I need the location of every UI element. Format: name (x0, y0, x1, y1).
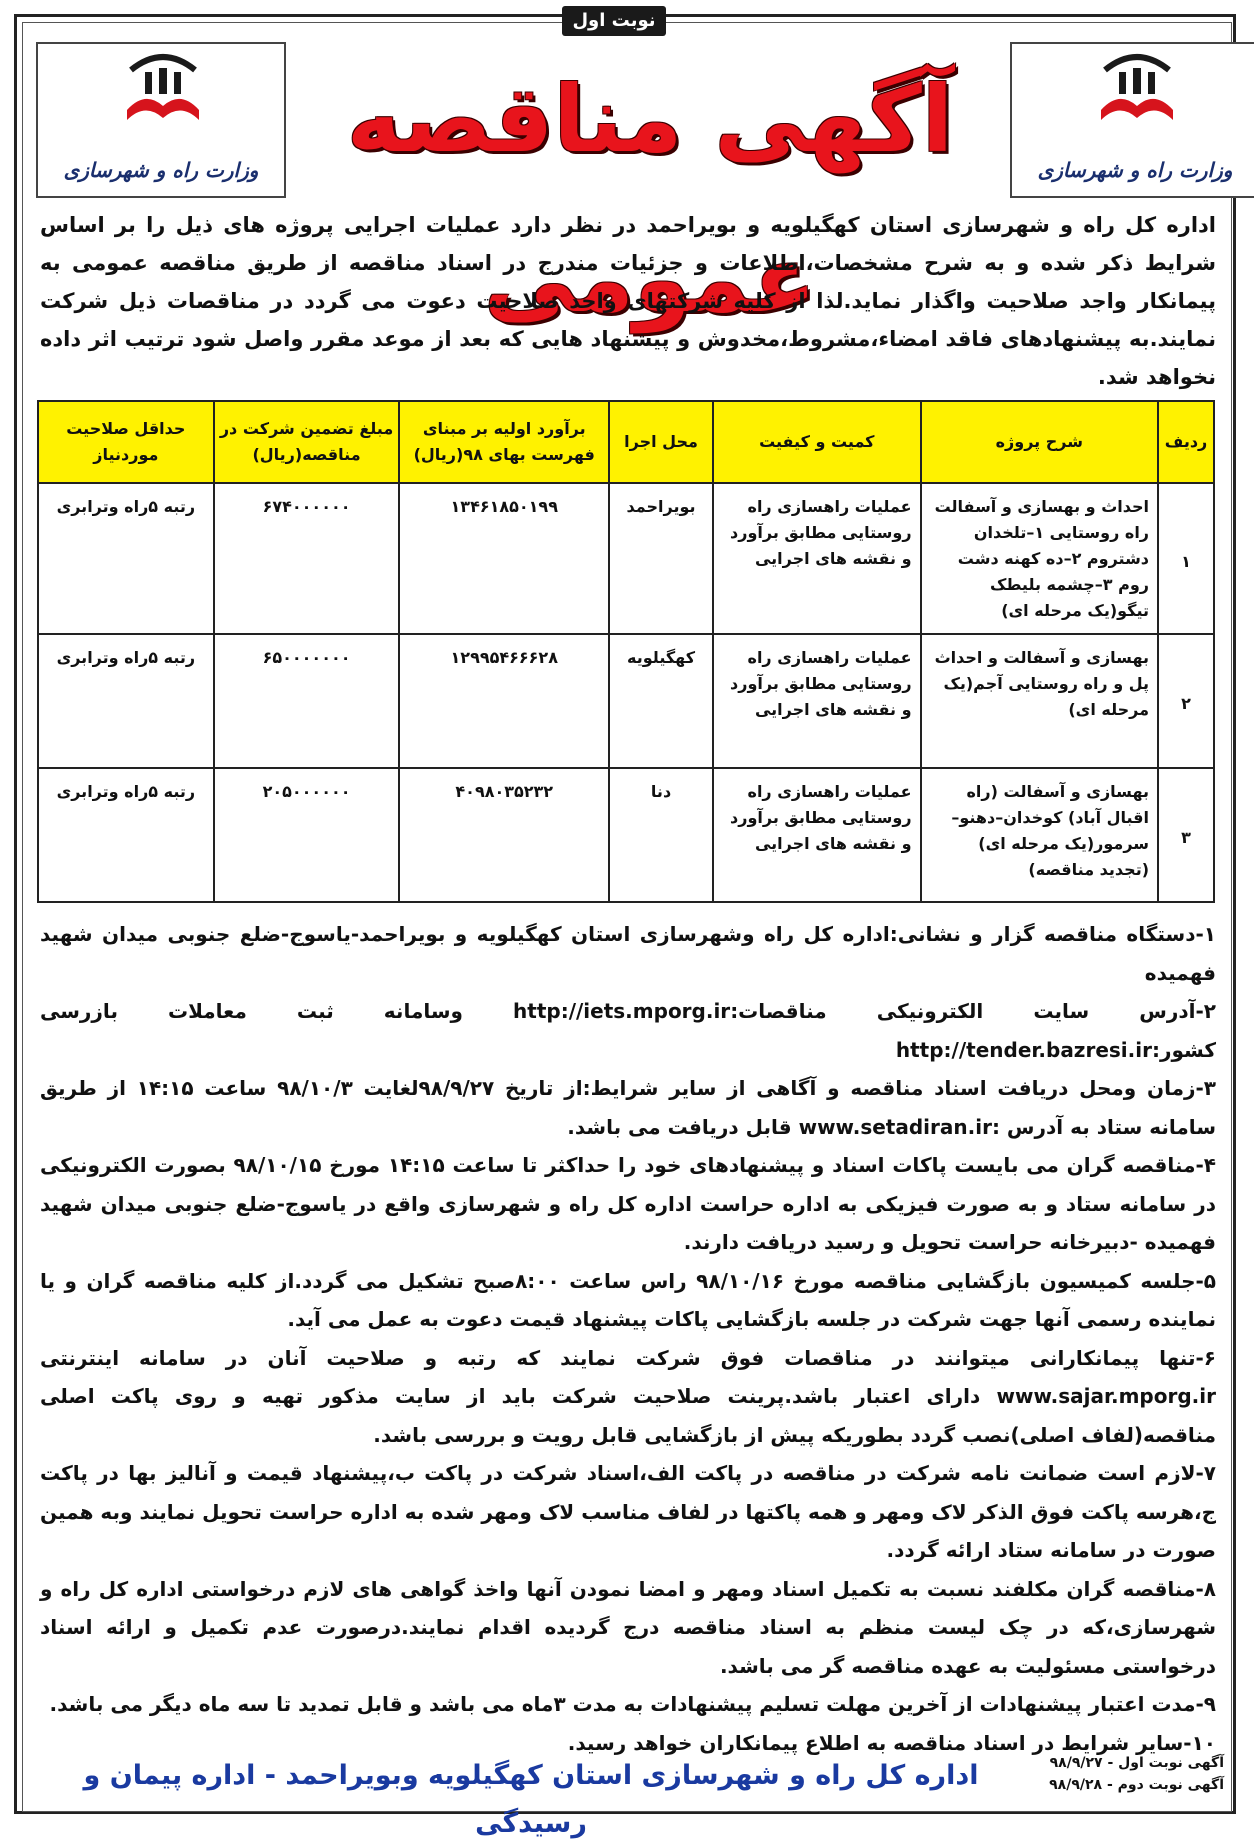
project-guarantee: ۶۵۰۰۰۰۰۰۰ (214, 634, 400, 768)
condition-item: ۳-زمان ومحل دریافت اسناد مناقصه و آگاهی از سایر شرایط:از تاریخ ۹۸/۹/۲۷لغایت ۹۸/۱۰/۳ ساعت ۱۴:۱۵ از طریق سامانه ستاد به آدرس :www.setadiran.ir قابل دریافت می باشد. (40, 1076, 1216, 1139)
table-row (38, 634, 1214, 768)
project-guarantee: ۶۷۴۰۰۰۰۰۰ (214, 483, 400, 634)
project-description: احداث و بهسازی و آسفالت راه روستایی ۱–تلخدان دشتروم ۲–ده کهنه دشت روم ۳–چشمه بلیطک تیگو(یک مرحله ای) (921, 483, 1158, 634)
row-number: ۳ (1158, 768, 1214, 902)
ministry-logo-left (36, 42, 286, 198)
first-insertion-date: آگهی نوبت اول - ۹۸/۹/۲۷ (1049, 1755, 1224, 1771)
condition-item: ۹-مدت اعتبار پیشنهادات از آخرین مهلت تسلیم پیشنهادات به مدت ۳ماه می باشد و قابل تمدید تا سه ماه دیگر می باشد. (49, 1692, 1216, 1716)
second-insertion-date: آگهی نوبت دوم - ۹۸/۹/۲۸ (1049, 1777, 1224, 1793)
header-quantity: کمیت و کیفیت (713, 401, 921, 483)
condition-item: ۱۰-سایر شرایط در اسناد مناقصه به اطلاع پیمانکاران خواهد رسید. (567, 1730, 1216, 1755)
ministry-logo-right (1010, 42, 1254, 198)
header-location: محل اجرا (609, 401, 713, 483)
header-description: شرح پروژه (921, 401, 1158, 483)
conditions-list (40, 915, 1216, 1762)
project-estimate: ۱۲۹۹۵۴۶۶۶۲۸ (399, 634, 609, 768)
table-row (38, 483, 1214, 634)
ministry-emblem-icon (123, 50, 203, 140)
condition-item: ۶-تنها پیمانکارانی میتوانند در مناقصات فوق شرکت نمایند که رتبه و صلاحیت آنان در سامانه اینترنتی www.sajar.mporg.ir دارای اعتبار باشد.پرینت صلاحیت شرکت باید از سایت مذکور تهیه و روی پاکت اصلی مناقصه(لفاف اصلی)نصب گردد بطوریکه پیش از بازگشایی قابل رویت و بررسی باشد. (40, 1345, 1216, 1447)
project-guarantee: ۲۰۵۰۰۰۰۰۰ (214, 768, 400, 902)
row-number: ۲ (1158, 634, 1214, 768)
project-location: دنا (609, 768, 713, 902)
project-qualification: رتبه ۵راه وترابری (38, 768, 214, 902)
project-location: بویراحمد (609, 483, 713, 634)
condition-item: ۵-جلسه کمیسیون بازگشایی مناقصه مورخ ۹۸/۱۰/۱۶ راس ساعت ۸:۰۰صبح تشکیل می گردد.از کلیه مناقصه گران و یا نماینده رسمی آنها جهت شرکت در جلسه بازگشایی پاکات پیشنهاد قیمت دعوت به عمل می آید. (40, 1268, 1217, 1331)
project-quantity: عملیات راهسازی راه روستایی مطابق برآورد و نقشه های اجرایی (713, 483, 921, 634)
condition-item: ۸-مناقصه گران مکلفند نسبت به تکمیل اسناد ومهر و امضا نمودن آنها واخذ گواهی های لازم درخواستی اداره کل راه و شهرسازی،که در چک لیست منظم به اسناد مناقصه درج گردیده اقدام نمایند.درصورت عدم تکمیل و ارائه اسناد درخواستی مسئولیت به عهده مناقصه گر می باشد. (40, 1576, 1216, 1678)
header-qualification: حداقل صلاحیت موردنیاز (38, 401, 214, 483)
project-quantity: عملیات راهسازی راه روستایی مطابق برآورد و نقشه های اجرایی (713, 768, 921, 902)
row-number: ۱ (1158, 483, 1214, 634)
project-quantity: عملیات راهسازی راه روستایی مطابق برآورد و نقشه های اجرایی (713, 634, 921, 768)
header-guarantee: مبلغ تضمین شرکت در مناقصه(ریال) (214, 401, 400, 483)
project-qualification: رتبه ۵راه وترابری (38, 483, 214, 634)
project-qualification: رتبه ۵راه وترابری (38, 634, 214, 768)
insertion-dates (1034, 1752, 1224, 1796)
project-estimate: ۴۰۹۸۰۳۵۲۳۲ (399, 768, 609, 902)
condition-item: ۴-مناقصه گران می بایست پاکات اسناد و پیشنهادهای خود را حداکثر تا ساعت ۱۴:۱۵ مورخ ۹۸/۱۰/۱۵ بصورت الکترونیکی در سامانه ستاد و به صورت فیزیکی به اداره حراست اداره کل راه و شهرسازی واقع در یاسوج-ضلع جنوبی میدان شهید فهمیده -دبیرخانه حراست تحویل و رسید دریافت دارند. (40, 1153, 1216, 1254)
project-location: کهگیلویه (609, 634, 713, 768)
condition-item: ۷-لازم است ضمانت نامه شرکت در مناقصه در پاکت الف،اسناد شرکت در پاکت ب،پیشنهاد قیمت و آنالیز بها در پاکت ج،هرسه پاکت فوق الذکر لاک ومهر و همه پاکتها در لفاف مناسب لاک ومهر شده به اداره حراست تحویل نمایند وبه همین صورت در سامانه ستاد ارائه گردد. (40, 1461, 1216, 1562)
condition-item: ۱-دستگاه مناقصه گزار و نشانی:اداره کل راه وشهرسازی استان کهگیلویه و بویراحمد-یاسوج-ضلع جنوبی میدان شهید فهمیده (40, 922, 1216, 985)
table-header-row (38, 401, 1214, 483)
project-description: بهسازی و آسفالت و احداث پل و راه روستایی آجم(یک مرحله ای) (921, 634, 1158, 768)
project-description: بهسازی و آسفالت (راه اقبال آباد) کوخدان–دهنو–سرمور(یک مرحله ای)(تجدید مناقصه) (921, 768, 1158, 902)
logo-caption: وزارت راه و شهرسازی (63, 158, 259, 182)
table-row (38, 768, 1214, 902)
intro-paragraph: اداره کل راه و شهرسازی استان کهگیلویه و بویراحمد در نظر دارد عملیات اجرایی پروژه های ذیل را بر اساس شرایط ذکر شده و به شرح مشخصات،اطلاعات و جزئیات مندرج در اسناد مناقصه از طریق مناقصه عمومی به پیمانکار واجد صلاحیت واگذار نماید.لذا از کلیه شرکتهای واجد صلاحیت دعوت می گردد در مناقصات ذیل شرکت نمایند.به پیشنهادهای فاقد امضاء،مشروط،مخدوش و پیشنهاد هایی که بعد از موعد مقرر واصل شود ترتیب اثر داده نخواهد شد. (40, 213, 1216, 389)
page-title: آگهی مناقصه عمومی (346, 66, 954, 333)
footer-signature: اداره کل راه و شهرسازی استان کهگیلویه وبویراحمد - اداره پیمان و رسیدگی (83, 1760, 979, 1839)
header-estimate: برآورد اولیه بر مبنای فهرست بهای ۹۸(ریال) (399, 401, 609, 483)
header-row-number: ردیف (1158, 401, 1214, 483)
logo-caption: وزارت راه و شهرسازی (1037, 158, 1233, 182)
ministry-emblem-icon (1097, 50, 1177, 140)
tender-table (37, 400, 1215, 903)
project-estimate: ۱۳۴۶۱۸۵۰۱۹۹ (399, 483, 609, 634)
condition-item: ۲-آدرس سایت الکترونیکی مناقصات:http://iets.mporg.ir وسامانه ثبت معاملات بازرسی کشور:http://tender.bazresi.ir (40, 999, 1216, 1062)
insertion-badge: نوبت اول (562, 6, 666, 36)
